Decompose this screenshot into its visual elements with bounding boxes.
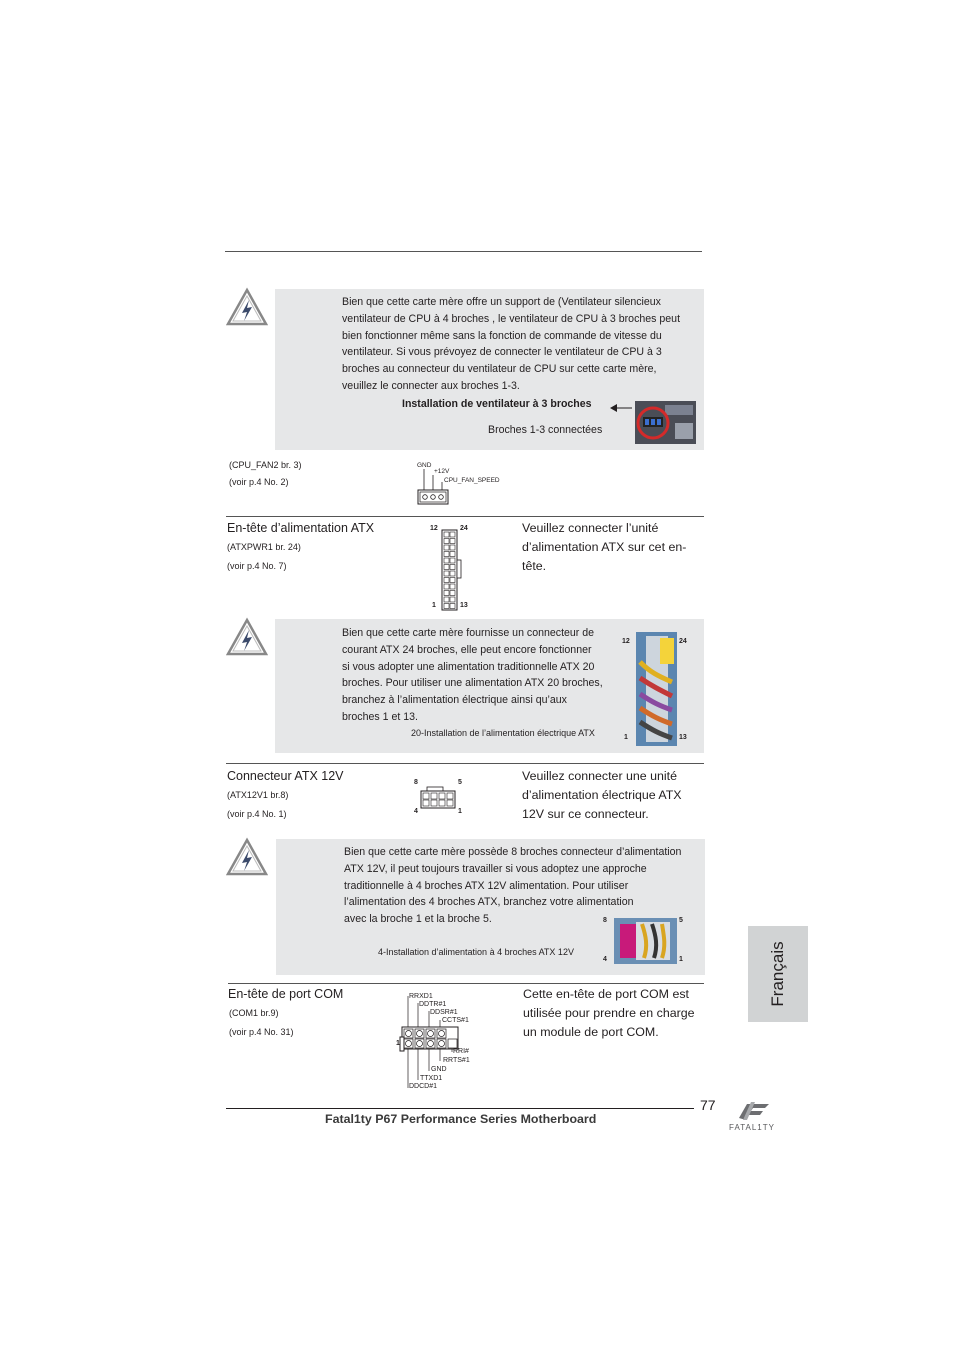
note-line: avec la broche 1 et la broche 5. bbox=[344, 913, 492, 926]
note-atx12v-text bbox=[344, 844, 704, 928]
atx-pin-24: 24 bbox=[460, 525, 468, 532]
atx-photo-pin-12: 12 bbox=[622, 638, 630, 645]
com-ref: (COM1 br.9) bbox=[229, 1008, 279, 1018]
com-title: En-tête de port COM bbox=[228, 987, 344, 1001]
com-label-ddtr1: DDTR#1 bbox=[419, 1001, 447, 1008]
section-rule bbox=[226, 516, 704, 517]
com-label-rrts1: RRTS#1 bbox=[443, 1057, 470, 1064]
atx12v-desc-line: 12V sur ce connecteur. bbox=[522, 807, 649, 821]
language-tab-label: Français bbox=[768, 941, 787, 1007]
note-line: Bien que cette carte mère offre un support de (Ventilateur silencieux bbox=[342, 296, 661, 308]
atx12v-photo-pin-8: 8 bbox=[603, 917, 607, 924]
note-line: veuillez le connecter aux broches 1-3. bbox=[342, 379, 520, 392]
atx-desc-line: d’alimentation ATX sur cet en- bbox=[522, 540, 687, 554]
atx12v-desc bbox=[522, 767, 702, 824]
cpu-fan-speed-label: CPU_FAN_SPEED bbox=[444, 477, 500, 484]
atx-pin-12: 12 bbox=[430, 525, 438, 532]
com-see: (voir p.4 No. 31) bbox=[229, 1027, 294, 1037]
atx12v-8pin-diagram bbox=[419, 786, 457, 810]
cpu-fan-12v-label: +12V bbox=[434, 468, 450, 475]
atx-pin-1: 1 bbox=[432, 602, 436, 609]
note-line: ATX 12V, il peut toujours travailler si vous adoptez une approche bbox=[344, 862, 647, 875]
note-line: bien fonctionner même sans la fonction de commande de vitesse du bbox=[342, 329, 662, 342]
fatal1ty-logo-icon bbox=[735, 1100, 771, 1122]
note-line: ventilateur. Si vous prévoyez de connecter le ventilateur de CPU à 3 bbox=[342, 346, 662, 359]
cpu-fan-header-diagram bbox=[415, 466, 451, 508]
atx12v-photo-pin-1: 1 bbox=[679, 956, 683, 963]
atx-ref: (ATXPWR1 br. 24) bbox=[227, 542, 301, 552]
atx12v-install-photo bbox=[614, 918, 677, 964]
atx12v-desc-line: d’alimentation électrique ATX bbox=[522, 788, 682, 802]
note-line: courant ATX 24 broches, elle peut encore fonctionner bbox=[342, 643, 592, 656]
cpu-fan-gnd-label: GND bbox=[417, 462, 432, 469]
fan-install-label: Installation de ventilateur à 3 broches bbox=[402, 398, 592, 410]
note-atx-caption: 20-Installation de l’alimentation électrique ATX bbox=[411, 728, 595, 738]
cpu-fan-ref: (CPU_FAN2 br. 3) bbox=[229, 460, 302, 470]
com-desc-line: un module de port COM. bbox=[523, 1025, 659, 1039]
note-line: broches au connecteur du ventilateur de CPU sur cette carte mère, bbox=[342, 363, 657, 376]
atx12v-title: Connecteur ATX 12V bbox=[227, 769, 344, 783]
atx-photo-pin-24: 24 bbox=[679, 638, 687, 645]
footer-rule bbox=[226, 1108, 694, 1109]
atx12v-pin-8: 8 bbox=[414, 779, 418, 786]
atx12v-photo-pin-5: 5 bbox=[679, 917, 683, 924]
note-line: l’alimentation des 4 broches ATX, branchez votre alimentation bbox=[344, 896, 634, 909]
note-fan-text bbox=[342, 294, 704, 395]
footer-title: Fatal1ty P67 Performance Series Motherboard bbox=[325, 1112, 597, 1126]
section-rule bbox=[228, 983, 704, 984]
com-label-ccts1: CCTS#1 bbox=[442, 1017, 469, 1024]
com-label-rrxd1: RRXD1 bbox=[409, 993, 433, 1000]
note-line: si vous adopter une alimentation traditionnelle ATX 20 bbox=[342, 660, 595, 673]
com-desc-line: utilisée pour prendre en charge bbox=[523, 1006, 695, 1020]
note-line: broches. Pour utiliser une alimentation ATX 20 broches, bbox=[342, 677, 603, 690]
atx-photo-pin-13: 13 bbox=[679, 734, 687, 741]
com-label-ddsr1: DDSR#1 bbox=[430, 1009, 458, 1016]
note-atx12v-caption: 4-Installation d’alimentation à 4 broches ATX 12V bbox=[378, 947, 574, 957]
warning-icon bbox=[226, 287, 268, 327]
atx12v-pin-5: 5 bbox=[458, 779, 462, 786]
arrow-left-icon bbox=[609, 400, 633, 410]
atx-see: (voir p.4 No. 7) bbox=[227, 561, 287, 571]
cpu-fan-see: (voir p.4 No. 2) bbox=[229, 477, 289, 487]
atx-pin-13: 13 bbox=[460, 602, 468, 609]
note-line: branchez à l’alimentation électrique ainsi qu’aux bbox=[342, 694, 567, 707]
atx12v-desc-line: Veuillez connecter une unité bbox=[522, 769, 677, 783]
warning-icon bbox=[226, 837, 268, 877]
com-label-ttxd1: TTXD1 bbox=[420, 1075, 443, 1082]
atx12v-pin-1: 1 bbox=[458, 808, 462, 815]
com-pin-1: 1 bbox=[396, 1040, 400, 1047]
atx-24pin-diagram bbox=[440, 528, 464, 612]
atx-desc bbox=[522, 519, 702, 576]
note-line: Bien que cette carte mère fournisse un connecteur de bbox=[342, 627, 595, 639]
atx12v-see: (voir p.4 No. 1) bbox=[227, 809, 287, 819]
note-line: traditionnelle à 4 broches ATX 12V alimentation. Pour utiliser bbox=[344, 879, 629, 892]
atx-photo-pin-1: 1 bbox=[624, 734, 628, 741]
com-desc bbox=[523, 985, 708, 1042]
atx12v-ref: (ATX12V1 br.8) bbox=[227, 790, 289, 800]
page-number: 77 bbox=[700, 1097, 716, 1113]
com-desc-line: Cette en-tête de port COM est bbox=[523, 987, 689, 1001]
top-rule bbox=[225, 251, 702, 252]
atx12v-photo-pin-4: 4 bbox=[603, 956, 607, 963]
fan-pins-label: Broches 1-3 connectées bbox=[488, 424, 603, 436]
atx-desc-line: Veuillez connecter l’unité bbox=[522, 521, 659, 535]
note-line: broches 1 et 13. bbox=[342, 710, 418, 723]
atx12v-pin-4: 4 bbox=[414, 808, 418, 815]
language-tab bbox=[748, 926, 808, 1022]
atx-install-photo bbox=[636, 632, 677, 746]
com-label-rri: RRI# bbox=[453, 1048, 469, 1055]
atx-desc-line: tête. bbox=[522, 559, 547, 573]
warning-icon bbox=[226, 617, 268, 657]
note-line: ventilateur de CPU à 4 broches , le ventilateur de CPU à 3 broches peut bbox=[342, 312, 681, 325]
section-rule bbox=[226, 763, 704, 764]
com-label-ddcd1: DDCD#1 bbox=[409, 1083, 438, 1090]
com-label-gnd: GND bbox=[431, 1066, 447, 1073]
atx-title: En-tête d’alimentation ATX bbox=[227, 521, 375, 535]
fatal1ty-logo-text: FATAL1TY bbox=[729, 1123, 775, 1132]
fan-connector-photo bbox=[635, 401, 696, 444]
note-line: Bien que cette carte mère possède 8 broches connecteur d’alimentation bbox=[344, 846, 682, 858]
note-atx-text bbox=[342, 625, 632, 726]
